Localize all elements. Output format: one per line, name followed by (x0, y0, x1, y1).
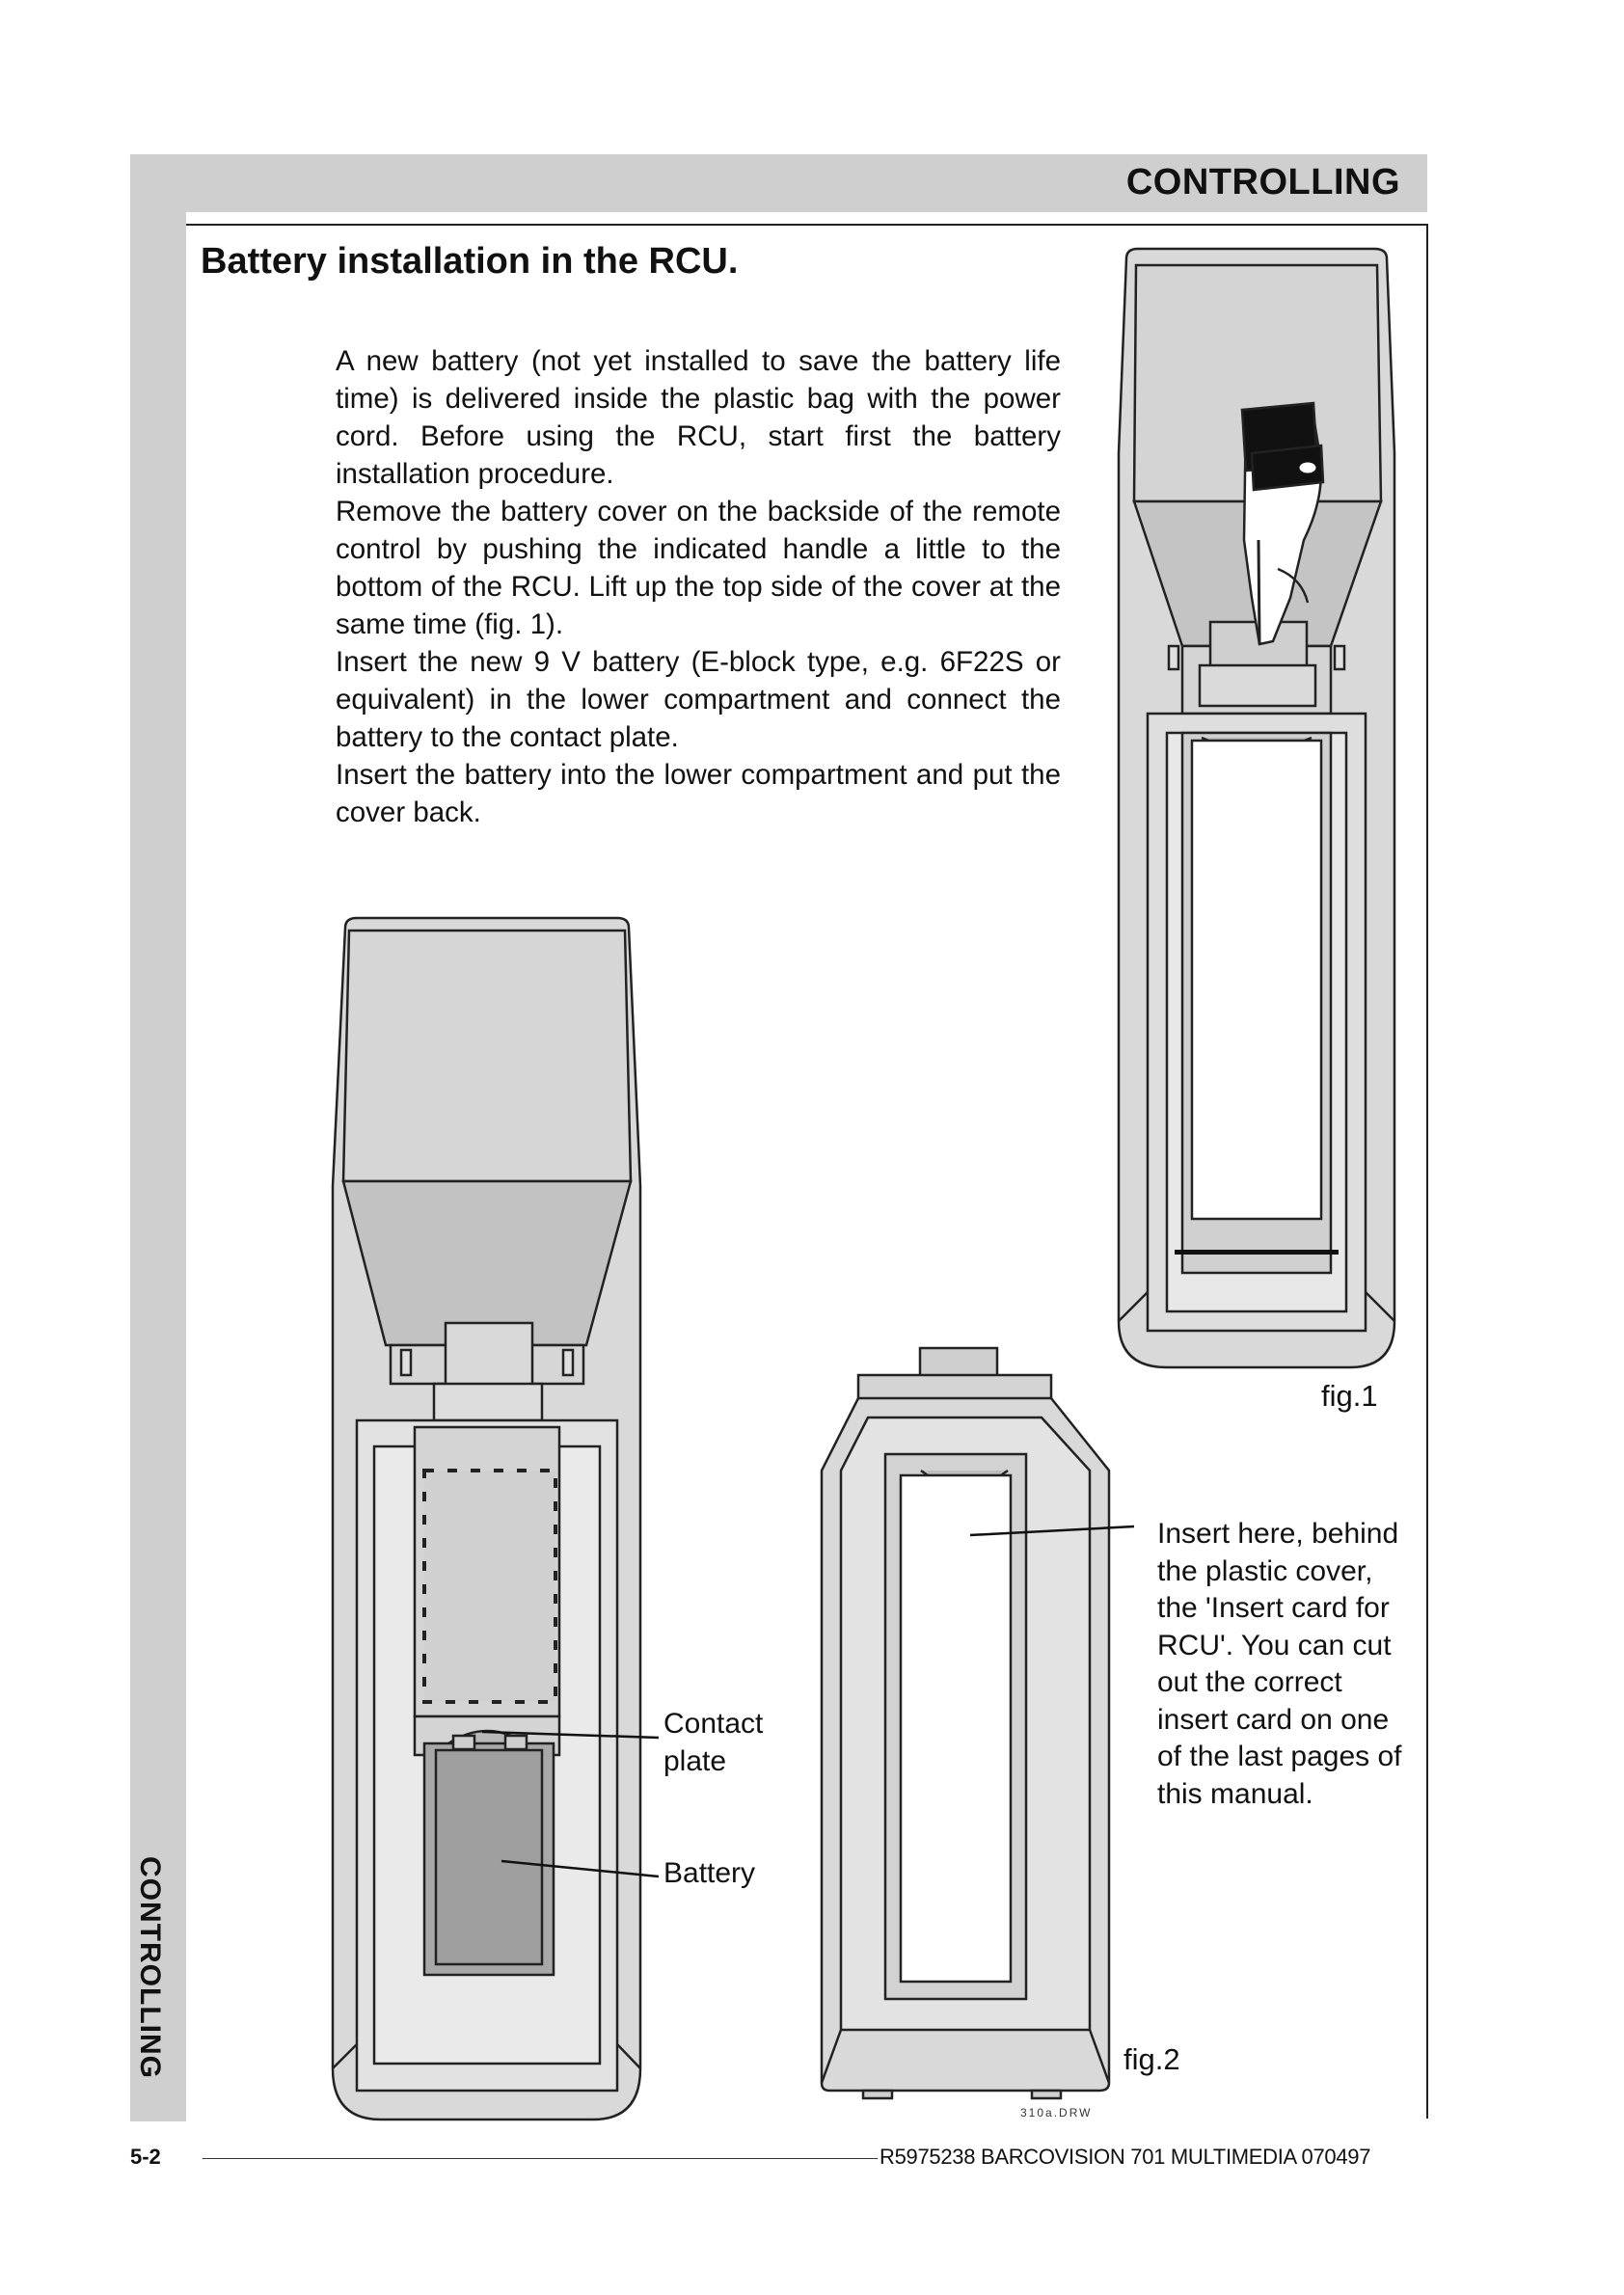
fig2-cover-drawing (822, 1348, 1109, 2098)
page-header-title: CONTROLLING (1125, 162, 1400, 202)
drawing-id: 310a.DRW (1020, 2106, 1093, 2120)
insert-card-note: Insert here, behind the plastic cover, the 'Insert card for RCU'. You can cut out the correct insert card on one of the last pages of this manual. (1157, 1518, 1402, 1810)
intro-paragraph: Remove the battery cover on the backside of the remote control by pushing the indicated handle a little to the bottom of the RCU. Lift up the top side of the cover at the same time (fig. 1). (336, 496, 1061, 640)
contact-plate-label-line1: Contact (663, 1708, 764, 1740)
contact-plate-label-line2: plate (663, 1745, 727, 1777)
fig1-label: fig.1 (1321, 1379, 1378, 1413)
contact-plate-label (663, 1705, 763, 1780)
intro-paragraph: Insert the new 9 V battery (E-block type, e.g. 6F22S or equivalent) in the lower compartment and connect the battery to the contact plate. (336, 646, 1061, 753)
footer-rule (203, 2158, 878, 2159)
page-number: 5-2 (130, 2145, 161, 2169)
fig-left-remote-drawing (333, 918, 640, 2120)
intro-paragraph: A new battery (not yet installed to save the battery life time) is delivered inside the plastic bag with the power cord. Before using the RCU, start first the battery installation procedure. (336, 345, 1061, 490)
side-tab-label: CONTROLLING (134, 1856, 166, 2079)
section-title: Battery installation in the RCU. (201, 241, 739, 282)
document-id: R5975238 BARCOVISION 701 MULTIMEDIA 070497 (880, 2145, 1371, 2169)
fig1-remote-drawing (1119, 249, 1394, 1367)
battery-label: Battery (663, 1857, 756, 1889)
fig2-label: fig.2 (1123, 2042, 1180, 2076)
intro-paragraph: Insert the battery into the lower compartment and put the cover back. (336, 759, 1061, 828)
